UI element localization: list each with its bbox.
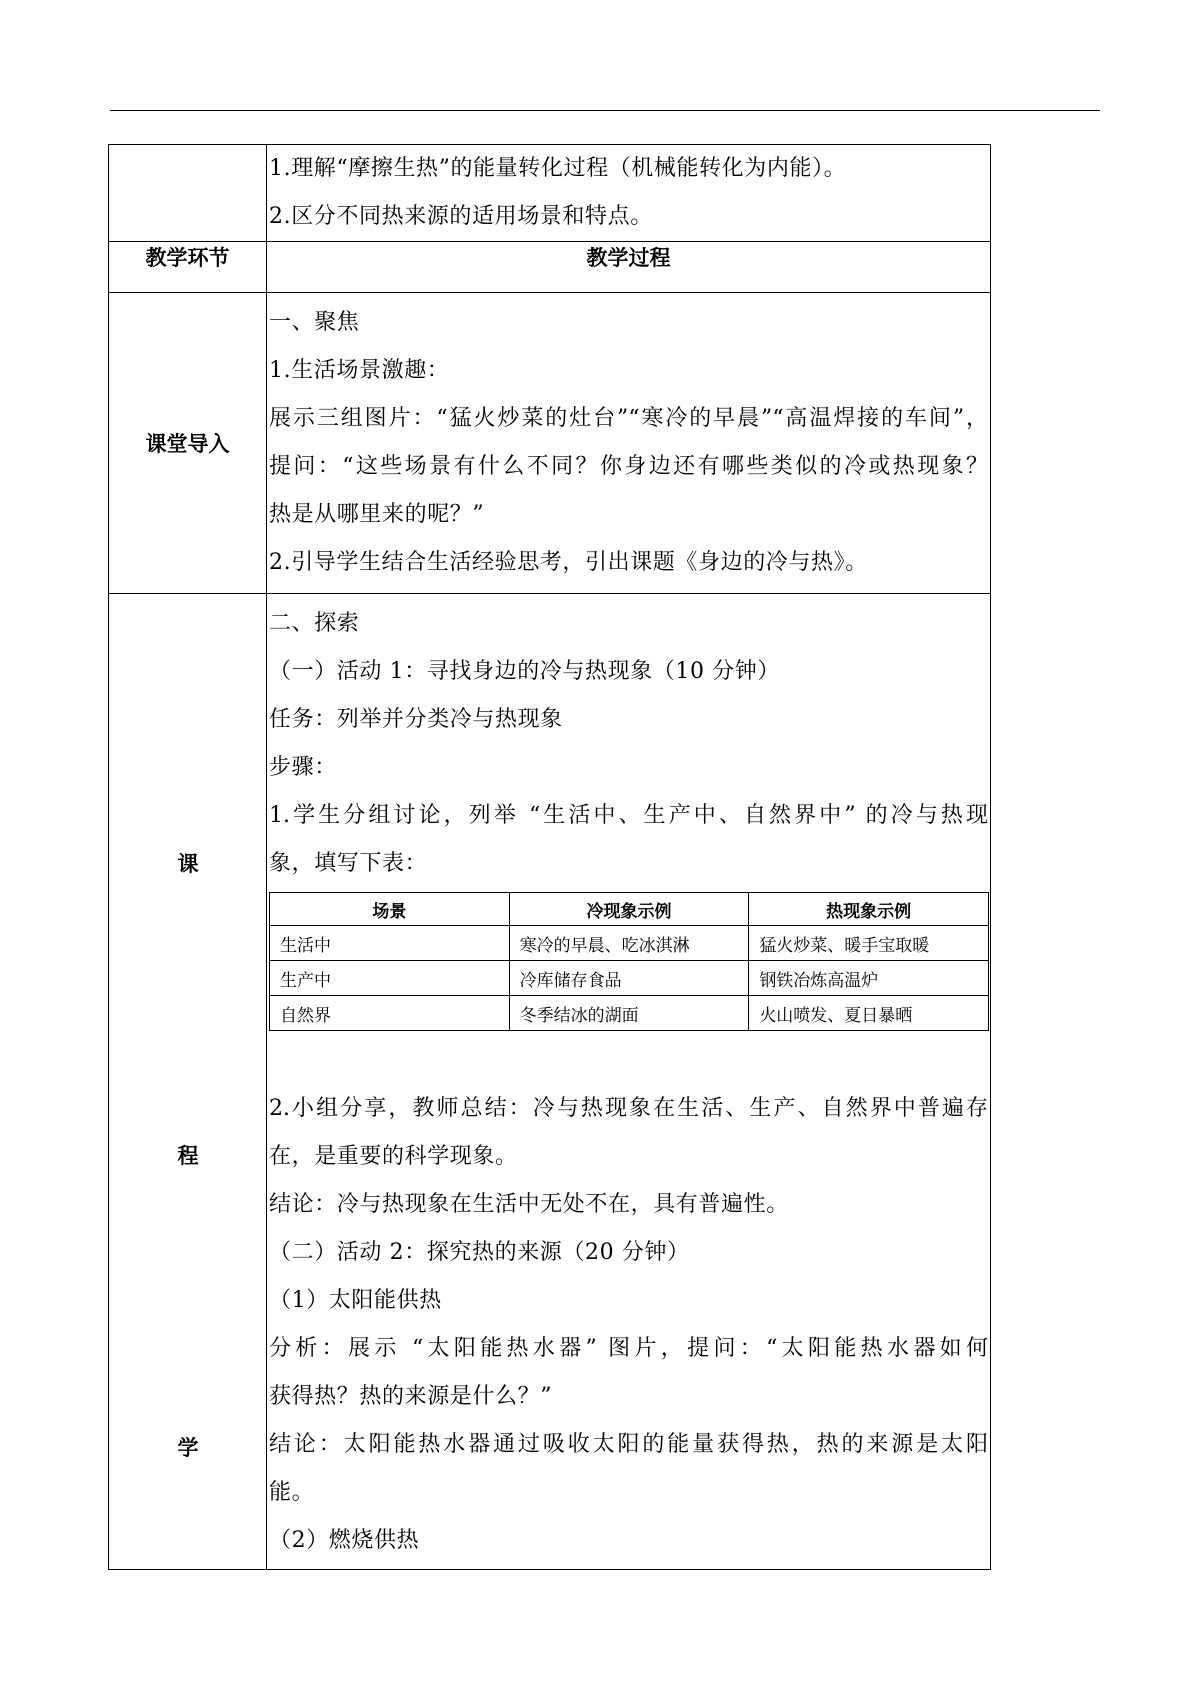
phenomena-header-cell: 冷现象示例	[509, 893, 749, 926]
objectives-label-cell	[109, 145, 267, 242]
intro-line: 一、聚焦	[269, 310, 360, 335]
objectives-row	[109, 145, 991, 242]
intro-line: 热是从哪里来的呢？”	[269, 502, 485, 527]
table-cell: 钢铁冶炼高温炉	[749, 961, 989, 996]
phenomena-table-header	[270, 893, 989, 926]
process-line: （一）活动 1：寻找身边的冷与热现象（10 分钟）	[269, 659, 780, 684]
table-cell: 自然界	[270, 996, 510, 1031]
intro-content-cell	[267, 293, 991, 594]
objectives-cell	[267, 145, 991, 242]
process-label-cell	[109, 594, 267, 1570]
table-cell: 生活中	[270, 926, 510, 961]
process-line: 1.学生分组讨论，列举 “生活中、生产中、自然界中” 的冷与热现	[269, 803, 988, 828]
process-line: （2）燃烧供热	[269, 1528, 420, 1553]
intro-line: 2.引导学生结合生活经验思考，引出课题《身边的冷与热》。	[269, 550, 868, 575]
process-line: （二）活动 2：探究热的来源（20 分钟）	[269, 1240, 690, 1265]
phenomena-header-cell: 场景	[270, 893, 510, 926]
process-row	[109, 594, 991, 1570]
process-line: 在，是重要的科学现象。	[269, 1144, 518, 1169]
process-line: 步骤：	[269, 755, 337, 780]
process-line: 二、探索	[269, 611, 360, 636]
table-row	[270, 926, 989, 961]
process-line: 任务：列举并分类冷与热现象	[269, 707, 563, 732]
intro-line: 展示三组图片：“猛火炒菜的灶台”“寒冷的早晨”“高温焊接的车间”，	[269, 406, 988, 431]
process-line: 2.小组分享，教师总结：冷与热现象在生活、生产、自然界中普遍存	[269, 1096, 988, 1121]
table-row	[270, 961, 989, 996]
table-cell: 冬季结冰的湖面	[509, 996, 749, 1031]
process-line: 象，填写下表：	[269, 851, 428, 876]
process-line: 结论：太阳能热水器通过吸收太阳的能量获得热，热的来源是太阳	[269, 1432, 988, 1457]
process-line: 分析：展示 “太阳能热水器” 图片，提问：“太阳能热水器如何	[269, 1336, 988, 1361]
table-header-row	[109, 242, 991, 293]
process-label-char: 课	[177, 852, 199, 876]
process-label-char: 程	[177, 1144, 199, 1168]
process-line: （1）太阳能供热	[269, 1288, 442, 1313]
intro-label-cell	[109, 293, 267, 594]
table-row	[270, 996, 989, 1031]
intro-line: 1.生活场景激趣：	[269, 358, 450, 383]
header-rule	[110, 110, 1100, 111]
process-line: 能。	[269, 1480, 315, 1505]
phenomena-header-cell: 热现象示例	[749, 893, 989, 926]
table-cell: 猛火炒菜、暖手宝取暖	[749, 926, 989, 961]
header-teaching-process: 教学过程	[267, 242, 991, 293]
process-label-char: 学	[177, 1436, 199, 1460]
lesson-plan-table	[108, 144, 991, 1570]
intro-row	[109, 293, 991, 594]
table-cell: 冷库储存食品	[509, 961, 749, 996]
objective-line: 2.区分不同热来源的适用场景和特点。	[269, 204, 653, 229]
intro-label: 课堂导入	[145, 432, 230, 456]
table-cell: 寒冷的早晨、吃冰淇淋	[509, 926, 749, 961]
table-cell: 生产中	[270, 961, 510, 996]
intro-line: 提问：“这些场景有什么不同？你身边还有哪些类似的冷或热现象？	[269, 454, 988, 479]
objective-line: 1.理解“摩擦生热”的能量转化过程（机械能转化为内能）。	[269, 156, 847, 181]
process-line: 获得热？热的来源是什么？”	[269, 1384, 553, 1409]
phenomena-table	[269, 892, 989, 1031]
table-cell: 火山喷发、夏日暴晒	[749, 996, 989, 1031]
process-content-cell	[267, 594, 991, 1570]
process-line: 结论：冷与热现象在生活中无处不在，具有普遍性。	[269, 1192, 789, 1217]
header-teaching-stage: 教学环节	[109, 242, 267, 293]
